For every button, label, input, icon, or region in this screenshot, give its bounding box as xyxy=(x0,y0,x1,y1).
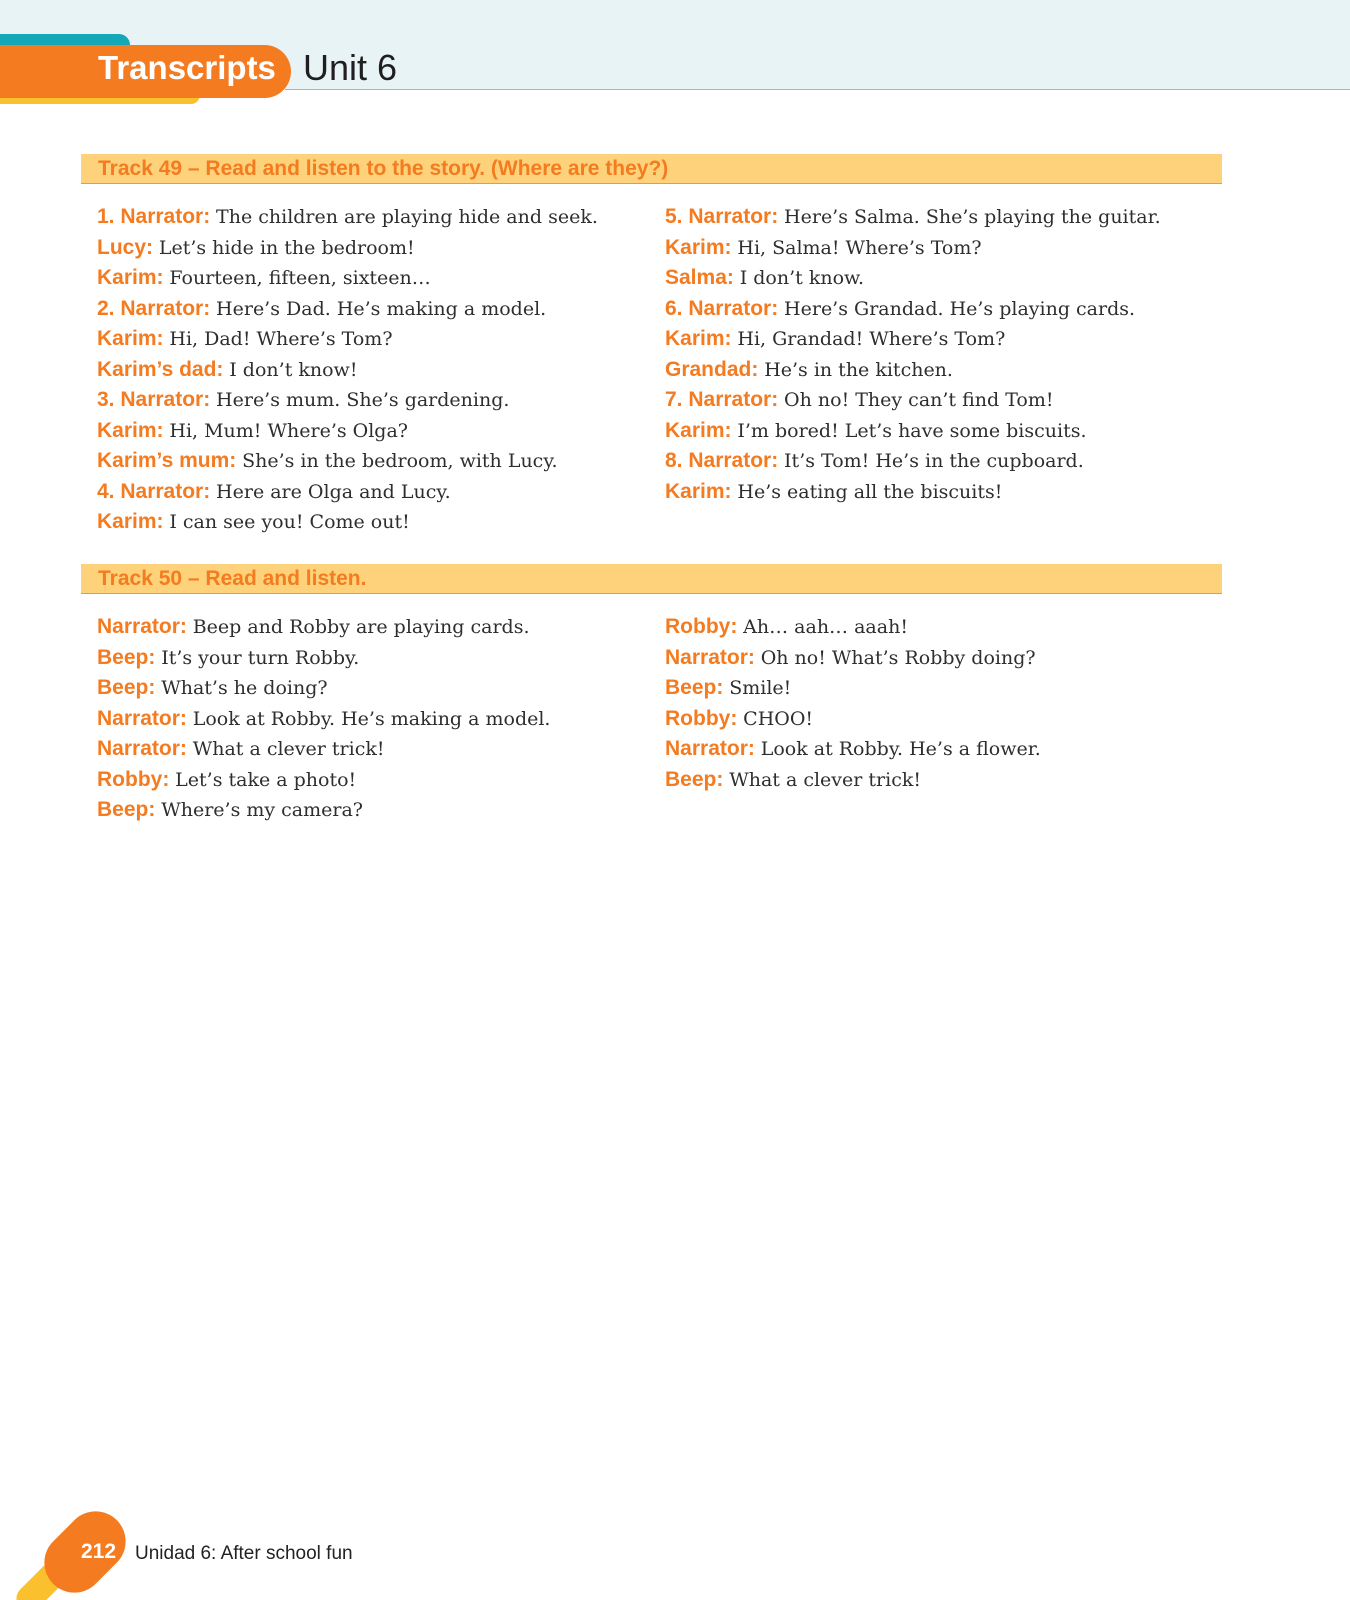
speech-text: What’s he doing? xyxy=(161,677,328,699)
transcript-line xyxy=(97,795,657,826)
speech-text: Oh no! They can’t find Tom! xyxy=(784,389,1054,411)
track-50-title: Track 50 – Read and listen. xyxy=(98,567,367,590)
speech-text: Here’s Dad. He’s making a model. xyxy=(216,297,547,320)
speech-text: I can see you! Come out! xyxy=(169,511,410,533)
speaker-label: Salma: xyxy=(665,266,734,289)
speech-text: Look at Robby. He’s making a model. xyxy=(192,707,551,730)
transcript-line xyxy=(665,202,1225,233)
speaker-label: Lucy: xyxy=(97,235,154,259)
speech-text: CHOO! xyxy=(743,707,814,730)
transcript-line xyxy=(97,355,657,386)
transcript-line xyxy=(97,612,657,643)
speech-text: Let’s hide in the bedroom! xyxy=(158,236,415,259)
speech-text: Here are Olga and Lucy. xyxy=(216,480,451,503)
speaker-label: Narrator: xyxy=(97,706,187,730)
speaker-label: 6. Narrator: xyxy=(665,296,779,320)
speech-text: I’m bored! Let’s have some biscuits. xyxy=(737,419,1087,442)
transcript-line xyxy=(97,324,657,355)
speaker-label: Narrator: xyxy=(665,737,755,760)
speech-text: Look at Robby. He’s a flower. xyxy=(760,738,1041,760)
speech-text: It’s your turn Robby. xyxy=(161,646,360,669)
transcript-line xyxy=(665,673,1225,704)
speech-text: Oh no! What’s Robby doing? xyxy=(760,646,1036,669)
footer-unit-label: Unidad 6: After school fun xyxy=(135,1543,353,1564)
speech-text: Where’s my camera? xyxy=(161,799,363,821)
transcript-line xyxy=(665,416,1225,447)
speaker-label: Robby: xyxy=(665,706,738,730)
speaker-label: Karim: xyxy=(97,418,164,442)
speaker-label: Karim: xyxy=(665,235,732,259)
speech-text: Here’s Grandad. He’s playing cards. xyxy=(784,297,1136,320)
speaker-label: Beep: xyxy=(97,645,156,669)
transcript-line xyxy=(665,765,1225,796)
transcript-line xyxy=(97,507,657,538)
transcript-line xyxy=(97,385,657,416)
speaker-label: 4. Narrator: xyxy=(97,479,211,503)
transcript-line xyxy=(665,233,1225,264)
transcript-line xyxy=(97,673,657,704)
page-number: 212 xyxy=(81,1540,117,1563)
transcript-line xyxy=(665,704,1225,735)
speaker-label: Robby: xyxy=(665,615,738,638)
speaker-label: 2. Narrator: xyxy=(97,296,211,320)
transcript-line xyxy=(665,385,1225,416)
speech-text: Hi, Mum! Where’s Olga? xyxy=(169,419,408,442)
speaker-label: Narrator: xyxy=(97,615,187,638)
speaker-label: Beep: xyxy=(665,767,724,791)
speaker-label: 7. Narrator: xyxy=(665,388,779,411)
speech-text: He’s eating all the biscuits! xyxy=(737,480,1003,503)
speech-text: Hi, Dad! Where’s Tom? xyxy=(169,328,393,350)
speaker-label: Grandad: xyxy=(665,357,759,381)
track-49-left-column xyxy=(97,202,657,538)
transcript-line xyxy=(97,416,657,447)
track-49-title: Track 49 – Read and listen to the story. (Where are they?) xyxy=(98,157,669,180)
speaker-label: Karim: xyxy=(665,418,732,442)
speaker-label: Beep: xyxy=(665,676,724,699)
speaker-label: Beep: xyxy=(97,676,156,699)
transcript-line xyxy=(665,612,1225,643)
speech-text: Beep and Robby are playing cards. xyxy=(192,616,530,638)
track-50-heading xyxy=(81,564,1222,594)
speech-text: He’s in the kitchen. xyxy=(764,358,953,381)
transcript-line xyxy=(97,202,657,233)
transcript-line xyxy=(97,233,657,264)
speaker-label: 5. Narrator: xyxy=(665,205,779,228)
transcript-line xyxy=(665,294,1225,325)
speaker-label: Karim: xyxy=(665,327,732,350)
speech-text: Smile! xyxy=(729,677,792,699)
transcript-line xyxy=(97,643,657,674)
speaker-label: Narrator: xyxy=(97,737,187,760)
unit-title: Unit 6 xyxy=(303,47,398,88)
speaker-label: Beep: xyxy=(97,798,156,821)
speaker-label: Karim: xyxy=(97,266,164,289)
speech-text: Hi, Salma! Where’s Tom? xyxy=(737,236,982,259)
speech-text: Here’s Salma. She’s playing the guitar. xyxy=(784,206,1161,228)
speech-text: Let’s take a photo! xyxy=(175,768,357,791)
speech-text: What a clever trick! xyxy=(729,768,921,791)
speech-text: Hi, Grandad! Where’s Tom? xyxy=(737,328,1006,350)
track-50-right-column xyxy=(665,612,1225,795)
transcript-line xyxy=(97,477,657,508)
speech-text: I don’t know. xyxy=(739,267,865,289)
transcript-line xyxy=(665,477,1225,508)
speaker-label: Karim’s mum: xyxy=(97,449,237,472)
transcript-line xyxy=(97,294,657,325)
transcript-line xyxy=(665,734,1225,765)
speaker-label: 3. Narrator: xyxy=(97,388,211,411)
transcript-line xyxy=(665,446,1225,477)
transcript-line xyxy=(97,446,657,477)
transcript-line xyxy=(97,263,657,294)
speech-text: She’s in the bedroom, with Lucy. xyxy=(242,450,558,472)
transcript-line xyxy=(665,263,1225,294)
transcript-line xyxy=(97,765,657,796)
speaker-label: 8. Narrator: xyxy=(665,449,779,472)
speech-text: I don’t know! xyxy=(229,358,358,381)
transcript-line xyxy=(97,734,657,765)
track-50-left-column xyxy=(97,612,657,826)
track-49-heading xyxy=(81,154,1222,184)
speech-text: Here’s mum. She’s gardening. xyxy=(216,389,510,411)
transcript-line xyxy=(665,355,1225,386)
speaker-label: Karim’s dad: xyxy=(97,357,224,381)
speech-text: Ah… aah… aaah! xyxy=(743,616,908,638)
speech-text: It’s Tom! He’s in the cupboard. xyxy=(784,450,1084,472)
transcript-line xyxy=(665,324,1225,355)
speech-text: Fourteen, fifteen, sixteen… xyxy=(169,267,431,289)
speech-text: What a clever trick! xyxy=(192,738,385,760)
transcript-line xyxy=(97,704,657,735)
speaker-label: Robby: xyxy=(97,767,170,791)
transcript-line xyxy=(665,643,1225,674)
speaker-label: Karim: xyxy=(97,510,164,533)
page-title: Transcripts xyxy=(98,49,276,86)
speaker-label: Narrator: xyxy=(665,645,755,669)
track-49-right-column xyxy=(665,202,1225,507)
header-divider xyxy=(285,89,1350,90)
speech-text: The children are playing hide and seek. xyxy=(216,206,598,228)
speaker-label: 1. Narrator: xyxy=(97,205,211,228)
speaker-label: Karim: xyxy=(97,327,164,350)
speaker-label: Karim: xyxy=(665,479,732,503)
